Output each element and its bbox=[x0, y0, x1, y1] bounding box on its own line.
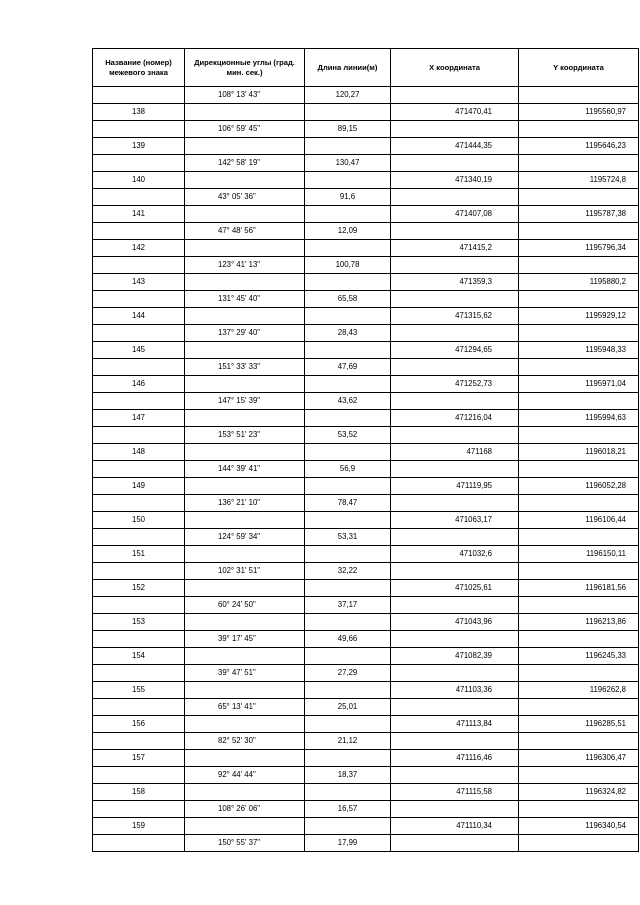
empty-cell bbox=[391, 529, 519, 546]
line-length-cell: 120,27 bbox=[305, 87, 391, 104]
x-coordinate-cell: 471470,41 bbox=[391, 104, 519, 121]
empty-cell bbox=[391, 121, 519, 138]
direction-angle-cell: 123° 41' 13" bbox=[185, 257, 305, 274]
point-name-cell: 152 bbox=[93, 580, 185, 597]
line-length-cell: 25,01 bbox=[305, 699, 391, 716]
direction-angle-cell: 47° 48' 56" bbox=[185, 223, 305, 240]
empty-cell bbox=[305, 546, 391, 563]
empty-cell bbox=[519, 835, 639, 852]
y-coordinate-cell: 1195724,8 bbox=[519, 172, 639, 189]
empty-cell bbox=[93, 631, 185, 648]
empty-cell bbox=[391, 427, 519, 444]
direction-angle-cell: 39° 47' 51" bbox=[185, 665, 305, 682]
empty-cell bbox=[519, 189, 639, 206]
empty-cell bbox=[185, 750, 305, 767]
x-coordinate-cell: 471082,39 bbox=[391, 648, 519, 665]
empty-cell bbox=[519, 121, 639, 138]
point-row bbox=[93, 376, 639, 393]
empty-cell bbox=[185, 376, 305, 393]
segment-row bbox=[93, 223, 639, 240]
empty-cell bbox=[519, 393, 639, 410]
empty-cell bbox=[93, 699, 185, 716]
line-length-cell: 65,58 bbox=[305, 291, 391, 308]
empty-cell bbox=[93, 325, 185, 342]
point-row bbox=[93, 546, 639, 563]
point-name-cell: 154 bbox=[93, 648, 185, 665]
y-coordinate-cell: 1196052,28 bbox=[519, 478, 639, 495]
x-coordinate-cell: 471168 bbox=[391, 444, 519, 461]
segment-row bbox=[93, 87, 639, 104]
empty-cell bbox=[391, 699, 519, 716]
empty-cell bbox=[93, 155, 185, 172]
empty-cell bbox=[185, 104, 305, 121]
direction-angle-cell: 82° 52' 30" bbox=[185, 733, 305, 750]
point-row bbox=[93, 104, 639, 121]
empty-cell bbox=[185, 444, 305, 461]
point-row bbox=[93, 410, 639, 427]
empty-cell bbox=[519, 257, 639, 274]
point-row bbox=[93, 818, 639, 835]
empty-cell bbox=[305, 274, 391, 291]
empty-cell bbox=[391, 597, 519, 614]
empty-cell bbox=[305, 342, 391, 359]
segment-row bbox=[93, 631, 639, 648]
y-coordinate-cell: 1196285,51 bbox=[519, 716, 639, 733]
x-coordinate-cell: 471116,46 bbox=[391, 750, 519, 767]
empty-cell bbox=[391, 257, 519, 274]
x-coordinate-cell: 471119,95 bbox=[391, 478, 519, 495]
direction-angle-cell: 150° 55' 37" bbox=[185, 835, 305, 852]
x-coordinate-cell: 471294,65 bbox=[391, 342, 519, 359]
empty-cell bbox=[185, 512, 305, 529]
y-coordinate-cell: 1195948,33 bbox=[519, 342, 639, 359]
y-coordinate-cell: 1195971,04 bbox=[519, 376, 639, 393]
empty-cell bbox=[391, 155, 519, 172]
empty-cell bbox=[391, 631, 519, 648]
line-length-cell: 56,9 bbox=[305, 461, 391, 478]
empty-cell bbox=[391, 495, 519, 512]
direction-angle-cell: 65° 13' 41" bbox=[185, 699, 305, 716]
empty-cell bbox=[519, 87, 639, 104]
segment-row bbox=[93, 597, 639, 614]
direction-angle-cell: 102° 31' 51" bbox=[185, 563, 305, 580]
empty-cell bbox=[305, 376, 391, 393]
line-length-cell: 91,6 bbox=[305, 189, 391, 206]
x-coordinate-cell: 471113,84 bbox=[391, 716, 519, 733]
y-coordinate-cell: 1196106,44 bbox=[519, 512, 639, 529]
empty-cell bbox=[519, 699, 639, 716]
empty-cell bbox=[391, 291, 519, 308]
empty-cell bbox=[185, 410, 305, 427]
empty-cell bbox=[519, 563, 639, 580]
segment-row bbox=[93, 801, 639, 818]
table-header bbox=[93, 49, 639, 87]
empty-cell bbox=[519, 631, 639, 648]
direction-angle-cell: 108° 26' 06" bbox=[185, 801, 305, 818]
empty-cell bbox=[305, 410, 391, 427]
y-coordinate-cell: 1196262,8 bbox=[519, 682, 639, 699]
point-row bbox=[93, 512, 639, 529]
line-length-cell: 53,52 bbox=[305, 427, 391, 444]
point-name-cell: 156 bbox=[93, 716, 185, 733]
x-coordinate-cell: 471415,2 bbox=[391, 240, 519, 257]
y-coordinate-cell: 1195787,38 bbox=[519, 206, 639, 223]
line-length-cell: 21,12 bbox=[305, 733, 391, 750]
empty-cell bbox=[391, 189, 519, 206]
x-coordinate-cell: 471252,73 bbox=[391, 376, 519, 393]
point-name-cell: 139 bbox=[93, 138, 185, 155]
point-name-cell: 158 bbox=[93, 784, 185, 801]
empty-cell bbox=[93, 223, 185, 240]
empty-cell bbox=[185, 716, 305, 733]
x-coordinate-cell: 471110,34 bbox=[391, 818, 519, 835]
empty-cell bbox=[185, 274, 305, 291]
empty-cell bbox=[305, 104, 391, 121]
x-coordinate-cell: 471025,61 bbox=[391, 580, 519, 597]
segment-row bbox=[93, 733, 639, 750]
empty-cell bbox=[185, 614, 305, 631]
point-name-cell: 157 bbox=[93, 750, 185, 767]
point-name-cell: 147 bbox=[93, 410, 185, 427]
y-coordinate-cell: 1195929,12 bbox=[519, 308, 639, 325]
empty-cell bbox=[519, 767, 639, 784]
x-coordinate-cell: 471115,58 bbox=[391, 784, 519, 801]
y-coordinate-cell: 1196245,33 bbox=[519, 648, 639, 665]
header-point-name: Название (номер) межевого знака bbox=[93, 49, 185, 87]
point-row bbox=[93, 240, 639, 257]
empty-cell bbox=[185, 206, 305, 223]
empty-cell bbox=[305, 682, 391, 699]
empty-cell bbox=[519, 597, 639, 614]
point-name-cell: 159 bbox=[93, 818, 185, 835]
direction-angle-cell: 131° 45' 40" bbox=[185, 291, 305, 308]
point-name-cell: 146 bbox=[93, 376, 185, 393]
empty-cell bbox=[93, 461, 185, 478]
y-coordinate-cell: 1195994,63 bbox=[519, 410, 639, 427]
direction-angle-cell: 92° 44' 44" bbox=[185, 767, 305, 784]
empty-cell bbox=[305, 478, 391, 495]
point-row bbox=[93, 274, 639, 291]
point-row bbox=[93, 308, 639, 325]
point-row bbox=[93, 648, 639, 665]
segment-row bbox=[93, 155, 639, 172]
line-length-cell: 16,57 bbox=[305, 801, 391, 818]
segment-row bbox=[93, 529, 639, 546]
empty-cell bbox=[185, 138, 305, 155]
segment-row bbox=[93, 665, 639, 682]
empty-cell bbox=[93, 359, 185, 376]
x-coordinate-cell: 471444,35 bbox=[391, 138, 519, 155]
empty-cell bbox=[519, 733, 639, 750]
direction-angle-cell: 144° 39' 41" bbox=[185, 461, 305, 478]
line-length-cell: 100,78 bbox=[305, 257, 391, 274]
x-coordinate-cell: 471340,19 bbox=[391, 172, 519, 189]
segment-row bbox=[93, 291, 639, 308]
line-length-cell: 12,09 bbox=[305, 223, 391, 240]
empty-cell bbox=[185, 784, 305, 801]
x-coordinate-cell: 471407,08 bbox=[391, 206, 519, 223]
direction-angle-cell: 142° 58' 19" bbox=[185, 155, 305, 172]
empty-cell bbox=[519, 529, 639, 546]
point-name-cell: 150 bbox=[93, 512, 185, 529]
direction-angle-cell: 108° 13' 43" bbox=[185, 87, 305, 104]
empty-cell bbox=[305, 818, 391, 835]
empty-cell bbox=[391, 665, 519, 682]
x-coordinate-cell: 471359,3 bbox=[391, 274, 519, 291]
empty-cell bbox=[185, 546, 305, 563]
empty-cell bbox=[93, 257, 185, 274]
empty-cell bbox=[93, 495, 185, 512]
empty-cell bbox=[519, 223, 639, 240]
y-coordinate-cell: 1195880,2 bbox=[519, 274, 639, 291]
y-coordinate-cell: 1196213,86 bbox=[519, 614, 639, 631]
empty-cell bbox=[185, 342, 305, 359]
empty-cell bbox=[93, 189, 185, 206]
point-row bbox=[93, 682, 639, 699]
empty-cell bbox=[305, 784, 391, 801]
segment-row bbox=[93, 393, 639, 410]
boundary-coordinates-table bbox=[92, 48, 639, 852]
empty-cell bbox=[305, 206, 391, 223]
line-length-cell: 130,47 bbox=[305, 155, 391, 172]
empty-cell bbox=[391, 563, 519, 580]
x-coordinate-cell: 471315,62 bbox=[391, 308, 519, 325]
empty-cell bbox=[305, 716, 391, 733]
segment-row bbox=[93, 461, 639, 478]
empty-cell bbox=[93, 597, 185, 614]
line-length-cell: 49,66 bbox=[305, 631, 391, 648]
y-coordinate-cell: 1196306,47 bbox=[519, 750, 639, 767]
direction-angle-cell: 124° 59' 34" bbox=[185, 529, 305, 546]
point-name-cell: 141 bbox=[93, 206, 185, 223]
empty-cell bbox=[519, 291, 639, 308]
y-coordinate-cell: 1195560,97 bbox=[519, 104, 639, 121]
y-coordinate-cell: 1195796,34 bbox=[519, 240, 639, 257]
empty-cell bbox=[391, 835, 519, 852]
point-name-cell: 145 bbox=[93, 342, 185, 359]
point-name-cell: 144 bbox=[93, 308, 185, 325]
line-length-cell: 89,15 bbox=[305, 121, 391, 138]
direction-angle-cell: 153° 51' 23" bbox=[185, 427, 305, 444]
empty-cell bbox=[519, 495, 639, 512]
line-length-cell: 37,17 bbox=[305, 597, 391, 614]
y-coordinate-cell: 1196340,54 bbox=[519, 818, 639, 835]
empty-cell bbox=[93, 767, 185, 784]
segment-row bbox=[93, 563, 639, 580]
point-name-cell: 151 bbox=[93, 546, 185, 563]
segment-row bbox=[93, 359, 639, 376]
y-coordinate-cell: 1196018,21 bbox=[519, 444, 639, 461]
x-coordinate-cell: 471063,17 bbox=[391, 512, 519, 529]
segment-row bbox=[93, 121, 639, 138]
point-name-cell: 149 bbox=[93, 478, 185, 495]
empty-cell bbox=[519, 325, 639, 342]
point-name-cell: 142 bbox=[93, 240, 185, 257]
direction-angle-cell: 106° 59' 45" bbox=[185, 121, 305, 138]
empty-cell bbox=[93, 733, 185, 750]
empty-cell bbox=[391, 393, 519, 410]
segment-row bbox=[93, 427, 639, 444]
line-length-cell: 17,99 bbox=[305, 835, 391, 852]
line-length-cell: 53,31 bbox=[305, 529, 391, 546]
x-coordinate-cell: 471032,6 bbox=[391, 546, 519, 563]
segment-row bbox=[93, 835, 639, 852]
empty-cell bbox=[185, 818, 305, 835]
direction-angle-cell: 43° 05' 36" bbox=[185, 189, 305, 206]
empty-cell bbox=[305, 308, 391, 325]
point-row bbox=[93, 172, 639, 189]
empty-cell bbox=[391, 223, 519, 240]
empty-cell bbox=[391, 767, 519, 784]
empty-cell bbox=[519, 155, 639, 172]
point-row bbox=[93, 750, 639, 767]
segment-row bbox=[93, 699, 639, 716]
segment-row bbox=[93, 257, 639, 274]
empty-cell bbox=[93, 87, 185, 104]
line-length-cell: 78,47 bbox=[305, 495, 391, 512]
empty-cell bbox=[391, 801, 519, 818]
point-name-cell: 140 bbox=[93, 172, 185, 189]
point-row bbox=[93, 614, 639, 631]
point-name-cell: 148 bbox=[93, 444, 185, 461]
header-y-coordinate: Y координата bbox=[519, 49, 639, 87]
empty-cell bbox=[93, 801, 185, 818]
point-name-cell: 155 bbox=[93, 682, 185, 699]
line-length-cell: 32,22 bbox=[305, 563, 391, 580]
empty-cell bbox=[391, 461, 519, 478]
point-name-cell: 143 bbox=[93, 274, 185, 291]
point-row bbox=[93, 138, 639, 155]
empty-cell bbox=[391, 359, 519, 376]
line-length-cell: 18,37 bbox=[305, 767, 391, 784]
x-coordinate-cell: 471216,04 bbox=[391, 410, 519, 427]
empty-cell bbox=[185, 478, 305, 495]
empty-cell bbox=[93, 291, 185, 308]
empty-cell bbox=[93, 393, 185, 410]
segment-row bbox=[93, 325, 639, 342]
empty-cell bbox=[519, 665, 639, 682]
direction-angle-cell: 39° 17' 45" bbox=[185, 631, 305, 648]
direction-angle-cell: 137° 29' 40" bbox=[185, 325, 305, 342]
empty-cell bbox=[185, 240, 305, 257]
x-coordinate-cell: 471043,96 bbox=[391, 614, 519, 631]
empty-cell bbox=[391, 733, 519, 750]
empty-cell bbox=[305, 138, 391, 155]
empty-cell bbox=[305, 240, 391, 257]
empty-cell bbox=[185, 308, 305, 325]
direction-angle-cell: 136° 21' 10" bbox=[185, 495, 305, 512]
point-row bbox=[93, 444, 639, 461]
empty-cell bbox=[305, 750, 391, 767]
empty-cell bbox=[93, 121, 185, 138]
empty-cell bbox=[305, 172, 391, 189]
segment-row bbox=[93, 767, 639, 784]
point-row bbox=[93, 342, 639, 359]
segment-row bbox=[93, 189, 639, 206]
line-length-cell: 27,29 bbox=[305, 665, 391, 682]
empty-cell bbox=[185, 682, 305, 699]
y-coordinate-cell: 1196324,82 bbox=[519, 784, 639, 801]
line-length-cell: 47,69 bbox=[305, 359, 391, 376]
header-line-length: Длина линии(м) bbox=[305, 49, 391, 87]
empty-cell bbox=[305, 614, 391, 631]
line-length-cell: 28,43 bbox=[305, 325, 391, 342]
point-row bbox=[93, 206, 639, 223]
empty-cell bbox=[93, 427, 185, 444]
empty-cell bbox=[519, 801, 639, 818]
direction-angle-cell: 147° 15' 39" bbox=[185, 393, 305, 410]
x-coordinate-cell: 471103,36 bbox=[391, 682, 519, 699]
empty-cell bbox=[185, 580, 305, 597]
y-coordinate-cell: 1195646,23 bbox=[519, 138, 639, 155]
empty-cell bbox=[305, 648, 391, 665]
empty-cell bbox=[93, 529, 185, 546]
header-direction-angle: Дирекционные углы (град. мин. сек.) bbox=[185, 49, 305, 87]
point-row bbox=[93, 580, 639, 597]
empty-cell bbox=[519, 427, 639, 444]
empty-cell bbox=[185, 648, 305, 665]
point-name-cell: 138 bbox=[93, 104, 185, 121]
empty-cell bbox=[93, 563, 185, 580]
y-coordinate-cell: 1196181,56 bbox=[519, 580, 639, 597]
empty-cell bbox=[93, 835, 185, 852]
point-name-cell: 153 bbox=[93, 614, 185, 631]
header-x-coordinate: X координата bbox=[391, 49, 519, 87]
empty-cell bbox=[185, 172, 305, 189]
point-row bbox=[93, 478, 639, 495]
empty-cell bbox=[391, 87, 519, 104]
empty-cell bbox=[519, 461, 639, 478]
direction-angle-cell: 151° 33' 33" bbox=[185, 359, 305, 376]
empty-cell bbox=[391, 325, 519, 342]
table-body bbox=[93, 87, 639, 852]
empty-cell bbox=[305, 580, 391, 597]
y-coordinate-cell: 1196150,11 bbox=[519, 546, 639, 563]
empty-cell bbox=[519, 359, 639, 376]
direction-angle-cell: 60° 24' 50" bbox=[185, 597, 305, 614]
segment-row bbox=[93, 495, 639, 512]
empty-cell bbox=[305, 444, 391, 461]
line-length-cell: 43,62 bbox=[305, 393, 391, 410]
point-row bbox=[93, 784, 639, 801]
empty-cell bbox=[305, 512, 391, 529]
header-row bbox=[93, 49, 639, 87]
empty-cell bbox=[93, 665, 185, 682]
point-row bbox=[93, 716, 639, 733]
